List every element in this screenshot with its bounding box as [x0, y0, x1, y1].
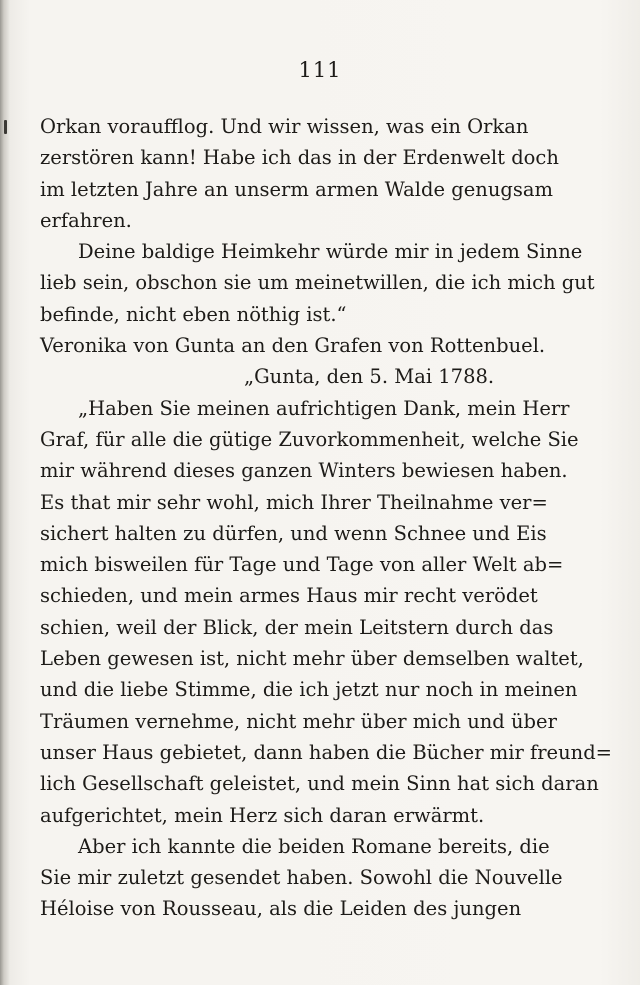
text-line: mich bisweilen für Tage und Tage von aller Welt ab=: [40, 553, 564, 577]
text-line: Héloise von Rousseau, als die Leiden des jungen: [40, 897, 522, 921]
text-line: mir während dieses ganzen Winters bewiesen haben.: [40, 459, 568, 483]
text-line: und die liebe Stimme, die ich jetzt nur noch in meinen: [40, 678, 578, 702]
text-line: Sie mir zuletzt gesendet haben. Sowohl die Nouvelle: [40, 866, 563, 890]
page-number: 111: [298, 58, 342, 82]
margin-mark: [4, 120, 7, 134]
letter-heading: Veronika von Gunta an den Grafen von Rottenbuel.: [40, 334, 546, 358]
text-line: unser Haus gebietet, dann haben die Bücher mir freund=: [40, 740, 613, 764]
text-line: lich Gesellschaft geleistet, und mein Sinn hat sich daran: [40, 772, 599, 796]
text-line: erfahren.: [40, 208, 132, 232]
text-line: „Haben Sie meinen aufrichtigen Dank, mein Herr: [78, 396, 570, 420]
text-line: schien, weil der Blick, der mein Leitstern durch das: [40, 615, 554, 639]
letter-date: „Gunta, den 5. Mai 1788.: [244, 365, 495, 389]
text-line: aufgerichtet, mein Herz sich daran erwärmt.: [40, 803, 485, 827]
page-left-edge: [0, 0, 10, 985]
text-line: Graf, für alle die gütige Zuvorkommenheit, welche Sie: [40, 427, 579, 451]
text-line: befinde, nicht eben nöthig ist.“: [40, 302, 347, 326]
text-line: zerstören kann! Habe ich das in der Erdenwelt doch: [40, 146, 559, 170]
text-line: Träumen vernehme, nicht mehr über mich und über: [40, 709, 557, 733]
text-line: im letzten Jahre an unserm armen Walde genugsam: [40, 177, 553, 201]
text-line: Orkan voraufflog. Und wir wissen, was ein Orkan: [40, 115, 529, 138]
text-line: schieden, und mein armes Haus mir recht verödet: [40, 584, 538, 608]
text-line: sichert halten zu dürfen, und wenn Schnee und Eis: [40, 521, 547, 545]
text-line: Leben gewesen ist, nicht mehr über demselben waltet,: [40, 647, 584, 671]
text-line: Es that mir sehr wohl, mich Ihrer Theilnahme ver=: [40, 490, 548, 514]
body-text: [40, 111, 613, 925]
text-line: Aber ich kannte die beiden Romane bereits, die: [78, 834, 550, 858]
text-line: Deine baldige Heimkehr würde mir in jedem Sinne: [78, 240, 583, 264]
text-line: lieb sein, obschon sie um meinetwillen, die ich mich gut: [40, 271, 595, 295]
